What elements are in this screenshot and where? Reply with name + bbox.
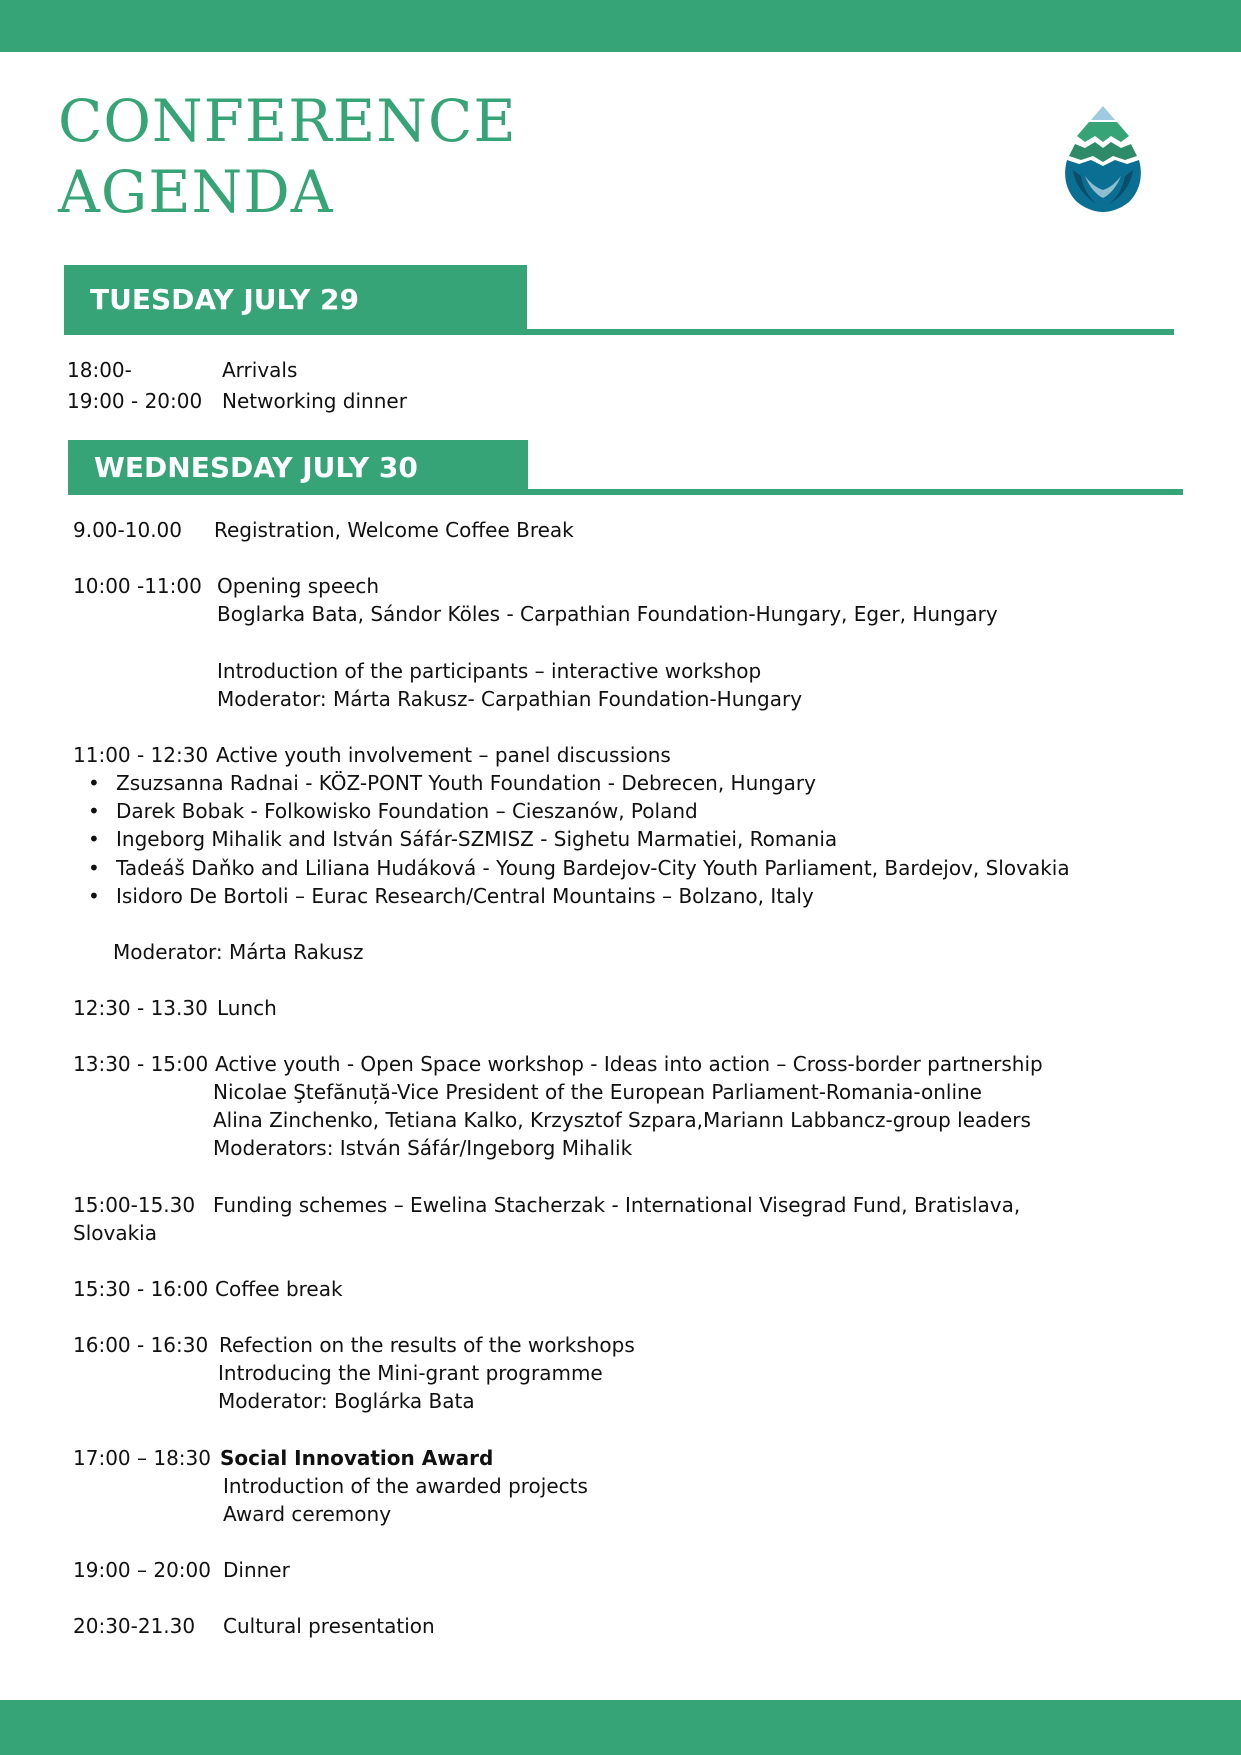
session7-time: 15:30 - 16:00 — [73, 1277, 209, 1301]
day2-rule — [528, 489, 1183, 495]
session5-line2: Nicolae Ştefănuță-Vice President of the European Parliament-Romania-online — [213, 1080, 982, 1104]
session1-time: 9.00-10.00 — [73, 518, 183, 542]
session9-time: 17:00 – 18:30 — [73, 1446, 211, 1470]
day1-heading: TUESDAY JULY 29 — [64, 265, 527, 335]
day1-item2-text: Networking dinner — [222, 389, 407, 413]
session4-text: Lunch — [217, 996, 277, 1020]
panelist-item: • Darek Bobak - Folkowisko Foundation – Cieszanów, Poland — [116, 798, 698, 824]
session8-time: 16:00 - 16:30 — [73, 1333, 209, 1357]
top-banner — [0, 0, 1241, 52]
session5-line1: Active youth - Open Space workshop - Ideas into action – Cross-border partnership — [215, 1052, 1043, 1076]
day1-item1-time: 18:00- — [67, 358, 132, 382]
day2-heading: WEDNESDAY JULY 30 — [68, 440, 528, 495]
panelist-item: • Ingeborg Mihalik and István Sáfár-SZMISZ - Sighetu Marmatiei, Romania — [116, 826, 837, 852]
session2-line2: Boglarka Bata, Sándor Köles - Carpathian Foundation-Hungary, Eger, Hungary — [217, 602, 998, 626]
session10-text: Dinner — [223, 1558, 290, 1582]
session8-line2: Introducing the Mini-grant programme — [218, 1361, 603, 1385]
bottom-banner — [0, 1700, 1241, 1755]
session8-line1: Refection on the results of the workshops — [219, 1333, 635, 1357]
session11-text: Cultural presentation — [223, 1614, 435, 1638]
title-line-1: CONFERENCE — [58, 87, 517, 155]
session3-moderator: Moderator: Márta Rakusz — [113, 940, 364, 964]
day1-item2-time: 19:00 - 20:00 — [67, 389, 203, 413]
session7-text: Coffee break — [215, 1277, 343, 1301]
session6-text: Funding schemes – Ewelina Stacherzak - International Visegrad Fund, Bratislava, — [213, 1193, 1021, 1217]
session2-time: 10:00 -11:00 — [73, 574, 202, 598]
session2-line1: Opening speech — [217, 574, 380, 598]
session6-continuation: Slovakia — [73, 1221, 157, 1245]
panelist-item: • Tadeáš Daňko and Liliana Hudáková - Young Bardejov-City Youth Parliament, Bardejov, Slovakia — [116, 855, 1070, 881]
session5-line4: Moderators: István Sáfár/Ingeborg Mihalik — [213, 1136, 633, 1160]
session4-time: 12:30 - 13.30 — [73, 996, 208, 1020]
session6-time: 15:00-15.30 — [73, 1193, 196, 1217]
session5-time: 13:30 - 15:00 — [73, 1052, 209, 1076]
session11-time: 20:30-21.30 — [73, 1614, 196, 1638]
session9-line3: Award ceremony — [223, 1502, 392, 1526]
session2-line4: Moderator: Márta Rakusz- Carpathian Foundation-Hungary — [217, 687, 803, 711]
panelist-item: • Zsuzsanna Radnai - KÖZ-PONT Youth Foundation - Debrecen, Hungary — [116, 770, 816, 796]
title-line-2: AGENDA — [58, 158, 334, 226]
session9-line2: Introduction of the awarded projects — [223, 1474, 588, 1498]
session8-line3: Moderator: Boglárka Bata — [218, 1389, 475, 1413]
session3-time: 11:00 - 12:30 — [73, 743, 209, 767]
session2-line3: Introduction of the participants – interactive workshop — [217, 659, 762, 683]
session9-line1: Social Innovation Award — [220, 1446, 494, 1470]
day1-rule — [527, 329, 1174, 335]
session10-time: 19:00 – 20:00 — [73, 1558, 211, 1582]
session1-text: Registration, Welcome Coffee Break — [214, 518, 574, 542]
session5-line3: Alina Zinchenko, Tetiana Kalko, Krzysztof Szpara,Mariann Labbancz-group leaders — [213, 1108, 1031, 1132]
page-title — [58, 86, 517, 228]
hands-holding-mountain-drop-icon — [1055, 104, 1151, 214]
panelist-item: • Isidoro De Bortoli – Eurac Research/Central Mountains – Bolzano, Italy — [116, 883, 814, 909]
day1-item1-text: Arrivals — [222, 358, 298, 382]
session3-title: Active youth involvement – panel discussions — [216, 743, 671, 767]
